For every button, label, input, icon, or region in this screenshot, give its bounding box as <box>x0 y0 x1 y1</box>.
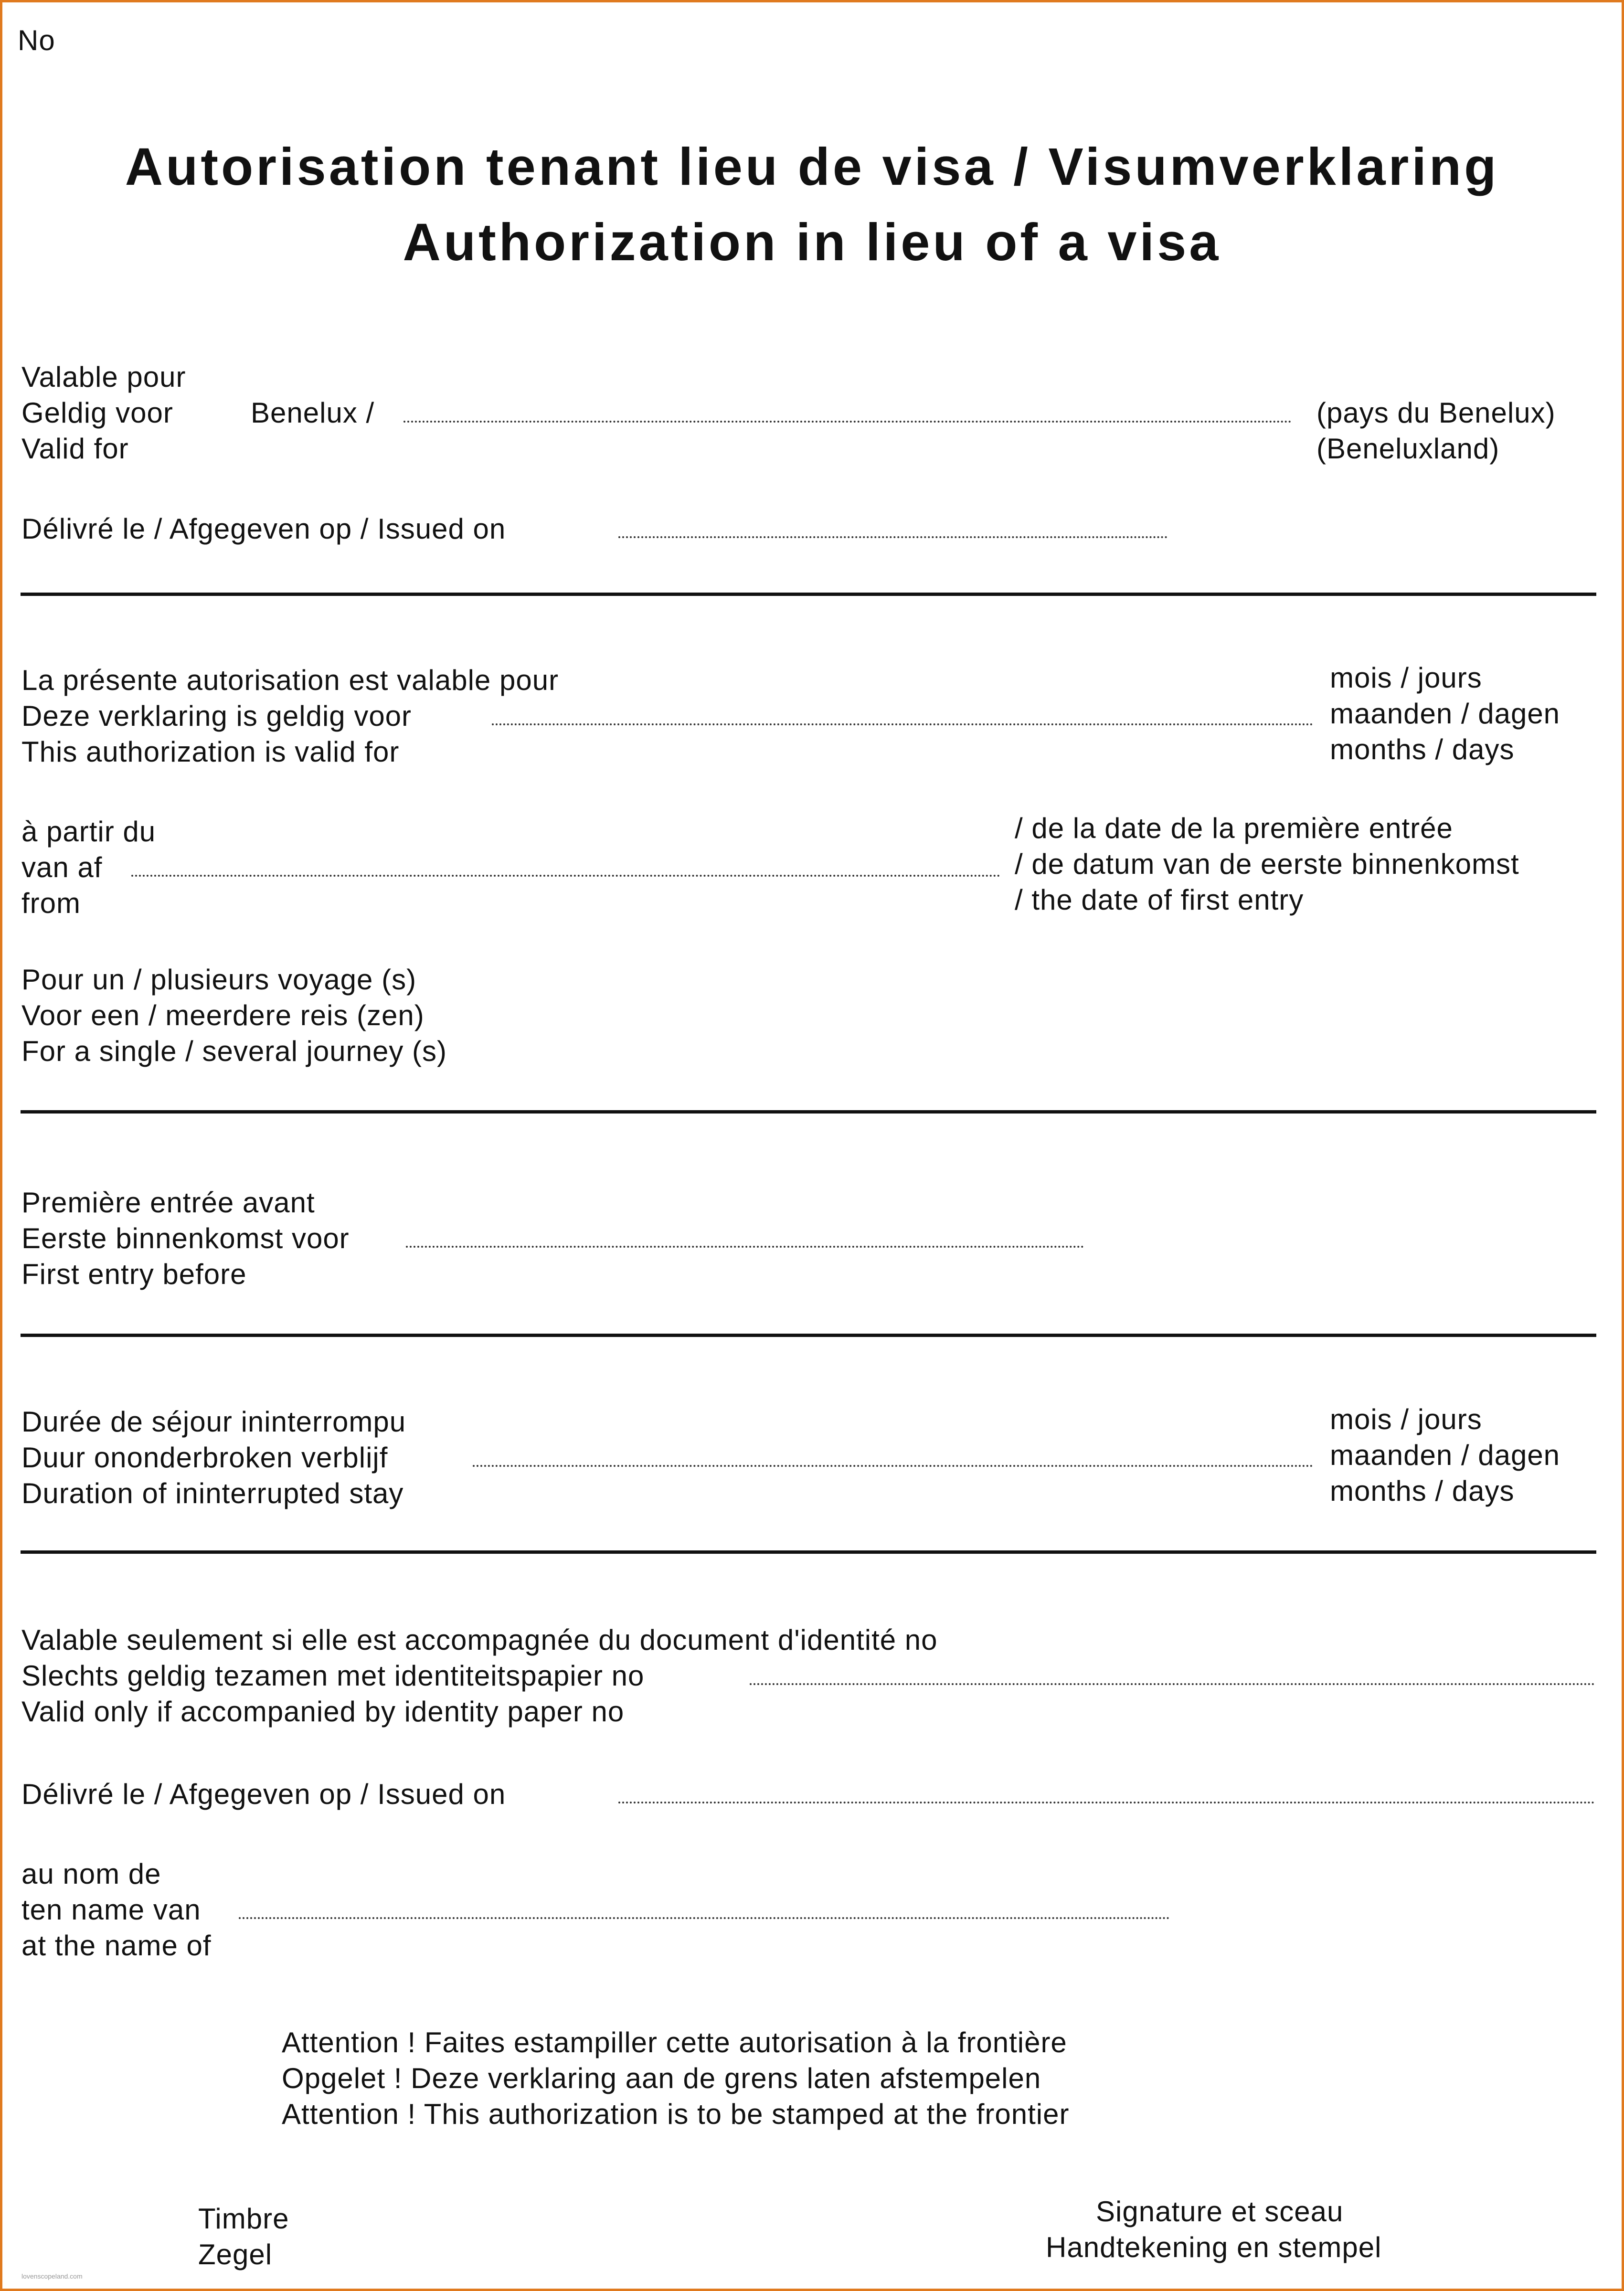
valid-for-field[interactable] <box>403 421 1292 423</box>
attention-notice-fr: Attention ! Faites estampiller cette autorisation à la frontière <box>282 2026 1067 2058</box>
section-divider-2 <box>21 1110 1596 1114</box>
watermark: lovenscopeland.com <box>21 2272 83 2280</box>
signature-label-line-1: Signature et sceau <box>1096 2196 1344 2227</box>
stay-label-en: Duration of ininterrupted stay <box>21 1477 404 1509</box>
stamp-label-fr: Timbre <box>198 2203 289 2235</box>
section-divider-1 <box>21 593 1596 596</box>
attention-notice-nl: Opgelet ! Deze verklaring aan de grens laten afstempelen <box>282 2062 1041 2094</box>
valid-for-label-fr: Valable pour <box>21 361 186 393</box>
from-suffix-en: / the date of first entry <box>1015 884 1304 916</box>
validity-unit-fr: mois / jours <box>1330 662 1482 694</box>
name-field[interactable] <box>239 1917 1170 1919</box>
title-line-1: Autorisation tenant lieu de visa / Visumverklaring <box>125 138 1499 196</box>
from-label-nl: van af <box>21 851 103 883</box>
validity-unit-nl: maanden / dagen <box>1330 698 1560 730</box>
benelux-suffix-nl: (Beneluxland) <box>1316 433 1500 465</box>
benelux-suffix-fr: (pays du Benelux) <box>1316 397 1556 429</box>
name-label-fr: au nom de <box>21 1858 161 1890</box>
from-label-en: from <box>21 887 81 919</box>
first-entry-field[interactable] <box>406 1246 1084 1248</box>
journeys-label-fr: Pour un / plusieurs voyage (s) <box>21 964 417 996</box>
validity-label-fr: La présente autorisation est valable pour <box>21 664 559 696</box>
issued-on-label-1: Délivré le / Afgegeven op / Issued on <box>21 513 506 545</box>
validity-label-nl: Deze verklaring is geldig voor <box>21 700 412 732</box>
document-number-label: No <box>18 24 55 56</box>
valid-for-label-en: Valid for <box>21 433 129 465</box>
name-label-nl: ten name van <box>21 1894 201 1926</box>
issued-on-field-1[interactable] <box>618 536 1168 538</box>
stay-unit-en: months / days <box>1330 1475 1515 1507</box>
stamp-label-nl: Zegel <box>198 2238 273 2270</box>
identity-label-en: Valid only if accompanied by identity paper no <box>21 1696 625 1728</box>
from-date-field[interactable] <box>131 875 1000 877</box>
name-label-en: at the name of <box>21 1930 212 1962</box>
validity-unit-en: months / days <box>1330 733 1515 765</box>
from-suffix-nl: / de datum van de eerste binnenkomst <box>1015 848 1519 880</box>
stay-unit-nl: maanden / dagen <box>1330 1439 1560 1471</box>
valid-for-label-nl: Geldig voor <box>21 397 173 429</box>
from-label-fr: à partir du <box>21 816 156 848</box>
benelux-prefix: Benelux / <box>251 397 375 429</box>
identity-document-field[interactable] <box>750 1683 1595 1685</box>
from-suffix-fr: / de la date de la première entrée <box>1015 812 1453 844</box>
title-line-2: Authorization in lieu of a visa <box>403 213 1221 272</box>
journeys-label-en: For a single / several journey (s) <box>21 1035 447 1067</box>
first-entry-label-nl: Eerste binnenkomst voor <box>21 1222 350 1254</box>
identity-label-fr: Valable seulement si elle est accompagnée du document d'identité no <box>21 1624 938 1656</box>
section-divider-4 <box>21 1550 1596 1554</box>
stay-duration-field[interactable] <box>473 1465 1313 1467</box>
attention-notice-en: Attention ! This authorization is to be stamped at the frontier <box>282 2098 1070 2130</box>
first-entry-label-fr: Première entrée avant <box>21 1187 315 1219</box>
stay-label-fr: Durée de séjour ininterrompu <box>21 1406 406 1438</box>
validity-label-en: This authorization is valid for <box>21 736 400 768</box>
identity-label-nl: Slechts geldig tezamen met identiteitspapier no <box>21 1660 645 1692</box>
signature-label-line-2: Handtekening en stempel <box>1046 2231 1382 2263</box>
journeys-label-nl: Voor een / meerdere reis (zen) <box>21 999 425 1031</box>
section-divider-3 <box>21 1334 1596 1337</box>
stay-label-nl: Duur ononderbroken verblijf <box>21 1442 388 1474</box>
validity-field[interactable] <box>492 723 1313 725</box>
stay-unit-fr: mois / jours <box>1330 1403 1482 1435</box>
issued-on-label-2: Délivré le / Afgegeven op / Issued on <box>21 1778 506 1810</box>
issued-on-field-2[interactable] <box>618 1802 1595 1803</box>
first-entry-label-en: First entry before <box>21 1258 247 1290</box>
